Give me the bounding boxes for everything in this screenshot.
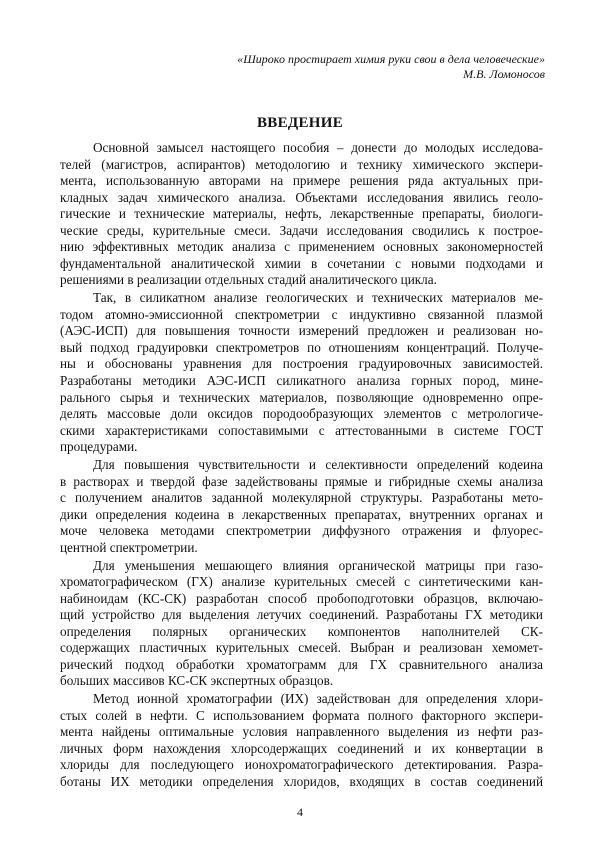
paragraph-line: рический подход обработки хроматограмм для ГХ сравнительного анализа <box>60 656 543 672</box>
paragraph-line: центной спектрометрии. <box>60 539 198 555</box>
paragraph-line: хроматографическом (ГХ) анализе курительных смесей с синтетическими кан- <box>60 574 543 590</box>
paragraph <box>60 691 543 790</box>
page-number: 4 <box>297 805 303 819</box>
paragraph-line: ны и обоснованы уравнения для построения градуировочных зависимостей. <box>60 356 543 372</box>
paragraph <box>60 558 543 690</box>
paragraph-line: вый подход градуировки спектрометров по отношениям концентраций. Получе- <box>60 339 543 355</box>
paragraph-line: делять массовые доли оксидов породообразующих элементов с метрологиче- <box>60 406 543 422</box>
paragraph <box>60 457 543 556</box>
paragraph-line: Основной замысел настоящего пособия – донести до молодых исследова- <box>93 140 543 155</box>
paragraph-line: рального сырья и технических материалов, позволяющие одновременно опре- <box>60 389 543 405</box>
epigraph <box>237 52 545 82</box>
page-title: ВВЕДЕНИЕ <box>256 115 344 131</box>
paragraph-line: моче человека методами спектрометрии диффузного отражения и флуорес- <box>60 523 543 539</box>
paragraph-line: Для повышения чувствительности и селективности определений кодеина <box>93 456 543 472</box>
epigraph-quote: «Широко простирает химия руки свои в дела человеческие» <box>237 52 545 66</box>
paragraph-line: в растворах и твердой фазе задействованы прямые и гибридные схемы анализа <box>60 473 543 489</box>
paragraph-line: набиноидам (КС-СК) разработан способ пробоподготовки образцов, включаю- <box>60 590 543 606</box>
paragraph-line: (АЭС-ИСП) для повышения точности измерений предложен и реализован но- <box>60 323 543 339</box>
paragraph-line: Так, в силикатном анализе геологических и технических материалов ме- <box>93 290 543 306</box>
paragraph-line: гические и технические материалы, нефть, лекарственные препараты, биологи- <box>60 206 543 222</box>
paragraph-line: мента найдены оптимальные условия направленного выделения из нефти раз- <box>60 724 543 740</box>
paragraph-line: Метод ионной хроматографии (ИХ) задействован для определения хлори- <box>93 691 543 707</box>
paragraph <box>60 290 543 455</box>
paragraph-line: фундаментальной аналитической химии в сочетании с новыми подходами и <box>60 255 543 271</box>
paragraph-line: скими характеристиками сопоставимыми с аттестованными в системе ГОСТ <box>60 422 543 438</box>
paragraph-line: дики определения кодеина в лекарственных препаратах, внутренних органах и <box>60 506 543 522</box>
document-body <box>60 140 543 792</box>
paragraph-line: с получением аналитов заданной молекулярной структуры. Разработаны мето- <box>60 490 543 506</box>
paragraph-line: хлориды для последующего ионохроматографического детектирования. Разра- <box>60 757 543 773</box>
paragraph-line: телей (магистров, аспирантов) методологию и технику химического экспери- <box>60 156 543 172</box>
paragraph-line: больших массивов КС-СК экспертных образцов. <box>60 673 334 689</box>
paragraph-line: ботаны ИХ методики определения хлоридов, входящих в состав соединений <box>60 773 543 789</box>
paragraph-line: нию эффективных методик анализа с применением основных закономерностей <box>60 239 543 255</box>
paragraph-line: стых солей в нефти. С использованием формата полного факторного экспери- <box>60 707 543 723</box>
paragraph-line: определения полярных органических компонентов наполнителей СК- <box>60 623 543 639</box>
paragraph-line: решениями в реализации отдельных стадий аналитического цикла. <box>60 272 437 288</box>
paragraph <box>60 140 543 289</box>
paragraph-line: Для уменьшения мешающего влияния органической матрицы при газо- <box>93 557 543 573</box>
paragraph-line: тодом атомно-эмиссионной спектрометрии с индуктивно связанной плазмой <box>60 306 543 322</box>
paragraph-line: содержащих пластичных курительных смесей. Выбран и реализован хемомет- <box>60 640 543 656</box>
paragraph-line: Разработаны методики АЭС-ИСП силикатного анализа горных пород, мине- <box>60 372 543 388</box>
paragraph-line: личных форм нахождения хлорсодержащих соединений и их конвертации в <box>60 740 543 756</box>
paragraph-line: ческие среды, курительные смеси. Задачи исследования сводились к построе- <box>60 222 543 238</box>
epigraph-author: М.В. Ломоносов <box>463 67 545 81</box>
paragraph-line: процедурами. <box>60 439 138 455</box>
paragraph-line: мента, использованную авторами на примере решения ряда актуальных при- <box>60 173 543 189</box>
paragraph-line: щий устройство для выделения летучих соединений. Разработаны ГХ методики <box>60 607 543 623</box>
paragraph-line: кладных задач химического анализа. Объектами исследования явились геоло- <box>60 189 543 205</box>
